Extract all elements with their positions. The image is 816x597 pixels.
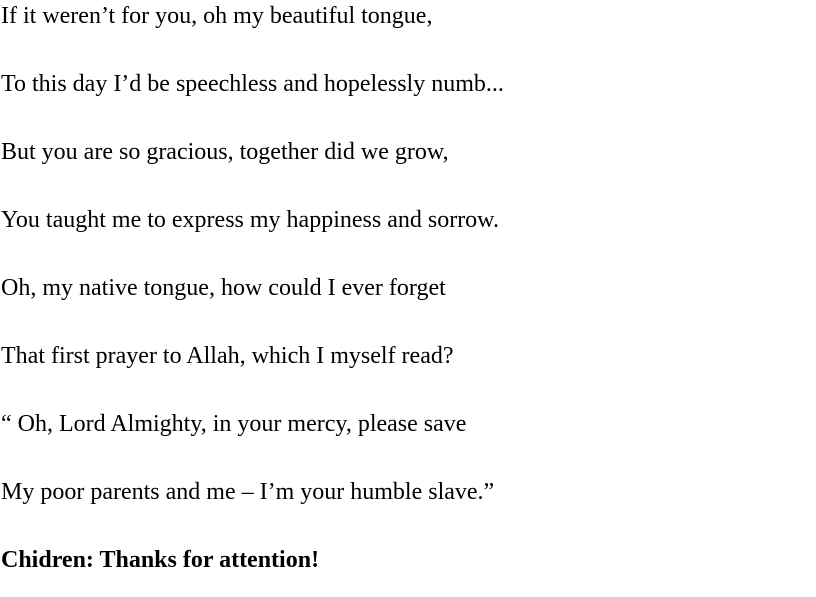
poem-line-7: “ Oh, Lord Almighty, in your mercy, please save	[1, 411, 467, 437]
poem-line-6: That first prayer to Allah, which I myself read?	[1, 343, 454, 369]
closing-line: Chidren: Thanks for attention!	[1, 547, 320, 573]
poem-line-2: To this day I’d be speechless and hopelessly numb...	[1, 71, 504, 97]
poem-line-1: If it weren’t for you, oh my beautiful tongue,	[1, 3, 433, 29]
poem-line-8: My poor parents and me – I’m your humble slave.”	[1, 479, 495, 505]
poem-line-4: You taught me to express my happiness and sorrow.	[1, 207, 499, 233]
poem-line-3: But you are so gracious, together did we grow,	[1, 139, 449, 165]
poem-line-5: Oh, my native tongue, how could I ever forget	[1, 275, 446, 301]
